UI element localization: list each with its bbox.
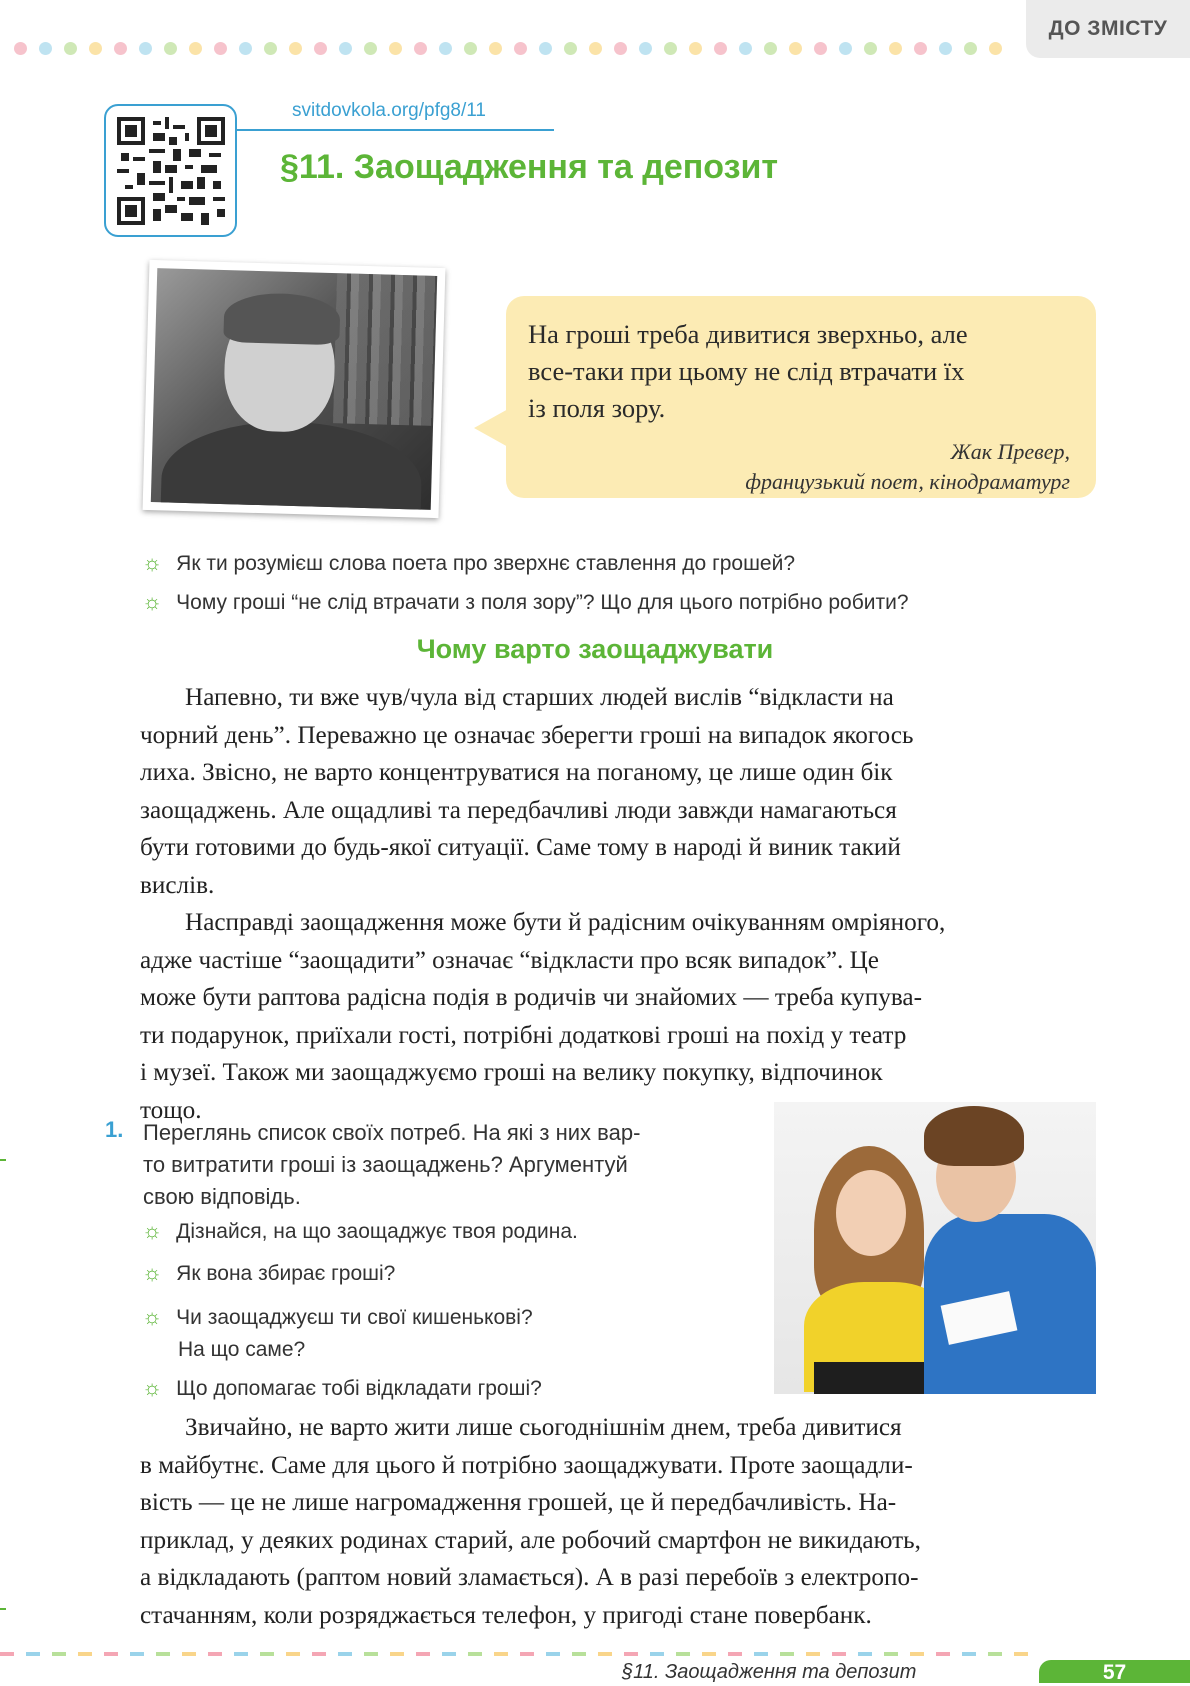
decorative-dot: [714, 42, 727, 55]
bullet-text: На що саме?: [178, 1338, 306, 1361]
question-text: Як ти розумієш слова поета про зверхнє ставлення до грошей?: [176, 552, 796, 575]
task-bullet: [142, 1301, 533, 1366]
text-line: а відкладають (раптом новий зламається). А в разі перебоїв з електропо-: [140, 1564, 919, 1591]
decorative-dot: [514, 42, 527, 55]
quote-author: [528, 437, 1070, 497]
decorative-dot: [739, 42, 752, 55]
decorative-dot: [289, 42, 302, 55]
question-item: [142, 550, 795, 576]
text-line: адже частіше “заощадити” означає “відкласти про всяк випадок”. Це: [140, 946, 879, 974]
text-line: стачанням, коли розряджається телефон, у пригоді стане повербанк.: [140, 1601, 872, 1629]
text-line: може бути раптова радісна подія в родичів чи знайомих — треба купува-: [140, 984, 922, 1011]
running-title: §11. Заощадження та депозит: [622, 1661, 917, 1683]
sun-bullet-icon: ☼: [142, 1375, 163, 1400]
bullet-text: Дізнайся, на що заощаджує твоя родина.: [176, 1220, 578, 1243]
toc-button[interactable]: ДО ЗМІСТУ: [1026, 0, 1190, 58]
decorative-dot: [689, 42, 702, 55]
margin-tick: [0, 1608, 6, 1610]
qr-code[interactable]: [104, 104, 237, 237]
sun-bullet-icon: ☼: [142, 550, 163, 575]
decorative-dot: [39, 42, 52, 55]
sun-bullet-icon: ☼: [142, 1260, 163, 1285]
text-line: вислів.: [140, 871, 215, 899]
decorative-dot: [89, 42, 102, 55]
decorative-dot: [664, 42, 677, 55]
poet-portrait-photo: [143, 260, 446, 518]
text-line: і музеї. Також ми заощаджуємо гроші на велику покупку, відпочинок: [140, 1059, 883, 1086]
decorative-dot: [164, 42, 177, 55]
text-line: Напевно, ти вже чув/чула від старших людей вислів “відкласти на: [185, 684, 894, 711]
resource-link[interactable]: svitdovkola.org/pfg8/11: [292, 100, 486, 121]
decorative-dot: [339, 42, 352, 55]
quote-line: все-таки при цьому не слід втрачати їх: [528, 356, 965, 386]
bullet-text: Як вона збирає гроші?: [176, 1262, 396, 1285]
quote-bubble: [506, 296, 1096, 498]
decorative-dot: [814, 42, 827, 55]
decorative-dot: [314, 42, 327, 55]
decorative-dot: [64, 42, 77, 55]
link-underline: [236, 129, 554, 131]
decorative-dot: [489, 42, 502, 55]
paragraph-2: [140, 904, 1098, 1129]
speech-bubble-tail: [474, 408, 510, 448]
decorative-dot: [364, 42, 377, 55]
decorative-dot: [864, 42, 877, 55]
decorative-dot: [764, 42, 777, 55]
decorative-dot: [939, 42, 952, 55]
decorative-dot: [214, 42, 227, 55]
decorative-dot: [639, 42, 652, 55]
question-text: Чому гроші “не слід втрачати з поля зору”? Що для цього потрібно робити?: [176, 591, 909, 614]
decorative-dot: [614, 42, 627, 55]
decorative-dots: [14, 42, 1014, 56]
quote-text: [528, 316, 1070, 427]
text-line: ти подарунок, приїхали гості, потрібні додаткові гроші на похід у театр: [140, 1021, 907, 1049]
decorative-dot: [539, 42, 552, 55]
page-number: 57: [1039, 1660, 1190, 1683]
decorative-dot: [914, 42, 927, 55]
task-text: [143, 1117, 753, 1213]
teens-photo: [774, 1102, 1096, 1394]
text-line: вість — це не лише нагромадження грошей, це й передбачливість. На-: [140, 1489, 897, 1516]
decorative-dot: [114, 42, 127, 55]
text-line: Звичайно, не варто жити лише сьогоднішнім днем, треба дивитися: [185, 1414, 902, 1441]
decorative-dot: [239, 42, 252, 55]
text-line: лиха. Звісно, не варто концентруватися на поганому, це лише один бік: [140, 759, 893, 786]
paragraph-3: [140, 1409, 1098, 1634]
text-line: в майбутнє. Саме для цього й потрібно заощаджувати. Проте заощадли-: [140, 1451, 913, 1479]
task-bullet: [142, 1260, 395, 1286]
footer-divider: [0, 1652, 1030, 1656]
task-number: 1.: [105, 1117, 124, 1142]
margin-tick: [0, 1159, 6, 1161]
quote-line: із поля зору.: [528, 393, 666, 423]
decorative-dot: [889, 42, 902, 55]
decorative-dot: [189, 42, 202, 55]
task-line: то витратити гроші із заощаджень? Аргументуй: [143, 1152, 628, 1177]
decorative-dot: [564, 42, 577, 55]
text-line: Насправді заощадження може бути й радісним очікуванням омріяного,: [185, 909, 946, 936]
decorative-dot: [839, 42, 852, 55]
decorative-dot: [464, 42, 477, 55]
task-line: Переглянь список своїх потреб. На які з них вар-: [143, 1120, 641, 1145]
text-line: заощаджень. Але ощадливі та передбачливі люди завжди намагаються: [140, 796, 897, 824]
decorative-dot: [964, 42, 977, 55]
author-name: Жак Превер,: [950, 439, 1070, 464]
text-line: тощо.: [140, 1096, 202, 1124]
qr-code-icon: [117, 117, 225, 225]
quote-line: На гроші треба дивитися зверхньо, але: [528, 319, 968, 349]
question-item: [142, 589, 909, 615]
decorative-dot: [789, 42, 802, 55]
decorative-dot: [589, 42, 602, 55]
paragraph-1: [140, 679, 1098, 904]
decorative-dot: [389, 42, 402, 55]
bullet-text: Чи заощаджуєш ти свої кишенькові?: [176, 1306, 533, 1329]
sun-bullet-icon: ☼: [142, 1218, 163, 1243]
decorative-dot: [264, 42, 277, 55]
task-line: свою відповідь.: [143, 1184, 301, 1209]
task-bullet: [142, 1375, 542, 1401]
sun-bullet-icon: ☼: [142, 1304, 163, 1329]
sun-bullet-icon: ☼: [142, 589, 163, 614]
decorative-dot: [439, 42, 452, 55]
text-line: бути готовими до будь-якої ситуації. Саме тому в народі й виник такий: [140, 834, 901, 861]
task-bullet: [142, 1218, 578, 1244]
author-role: французький поет, кінодраматург: [745, 469, 1070, 494]
bullet-text: Що допомагає тобі відкладати гроші?: [176, 1377, 542, 1400]
decorative-dot: [14, 42, 27, 55]
decorative-dot: [139, 42, 152, 55]
text-line: приклад, у деяких родинах старий, але робочий смартфон не викидають,: [140, 1526, 921, 1554]
section-subheading: Чому варто заощаджувати: [416, 634, 774, 664]
page-title: §11. Заощадження та депозит: [280, 148, 779, 186]
decorative-dot: [989, 42, 1002, 55]
text-line: чорний день”. Переважно це означає зберегти гроші на випадок якогось: [140, 721, 914, 749]
decorative-dot: [414, 42, 427, 55]
